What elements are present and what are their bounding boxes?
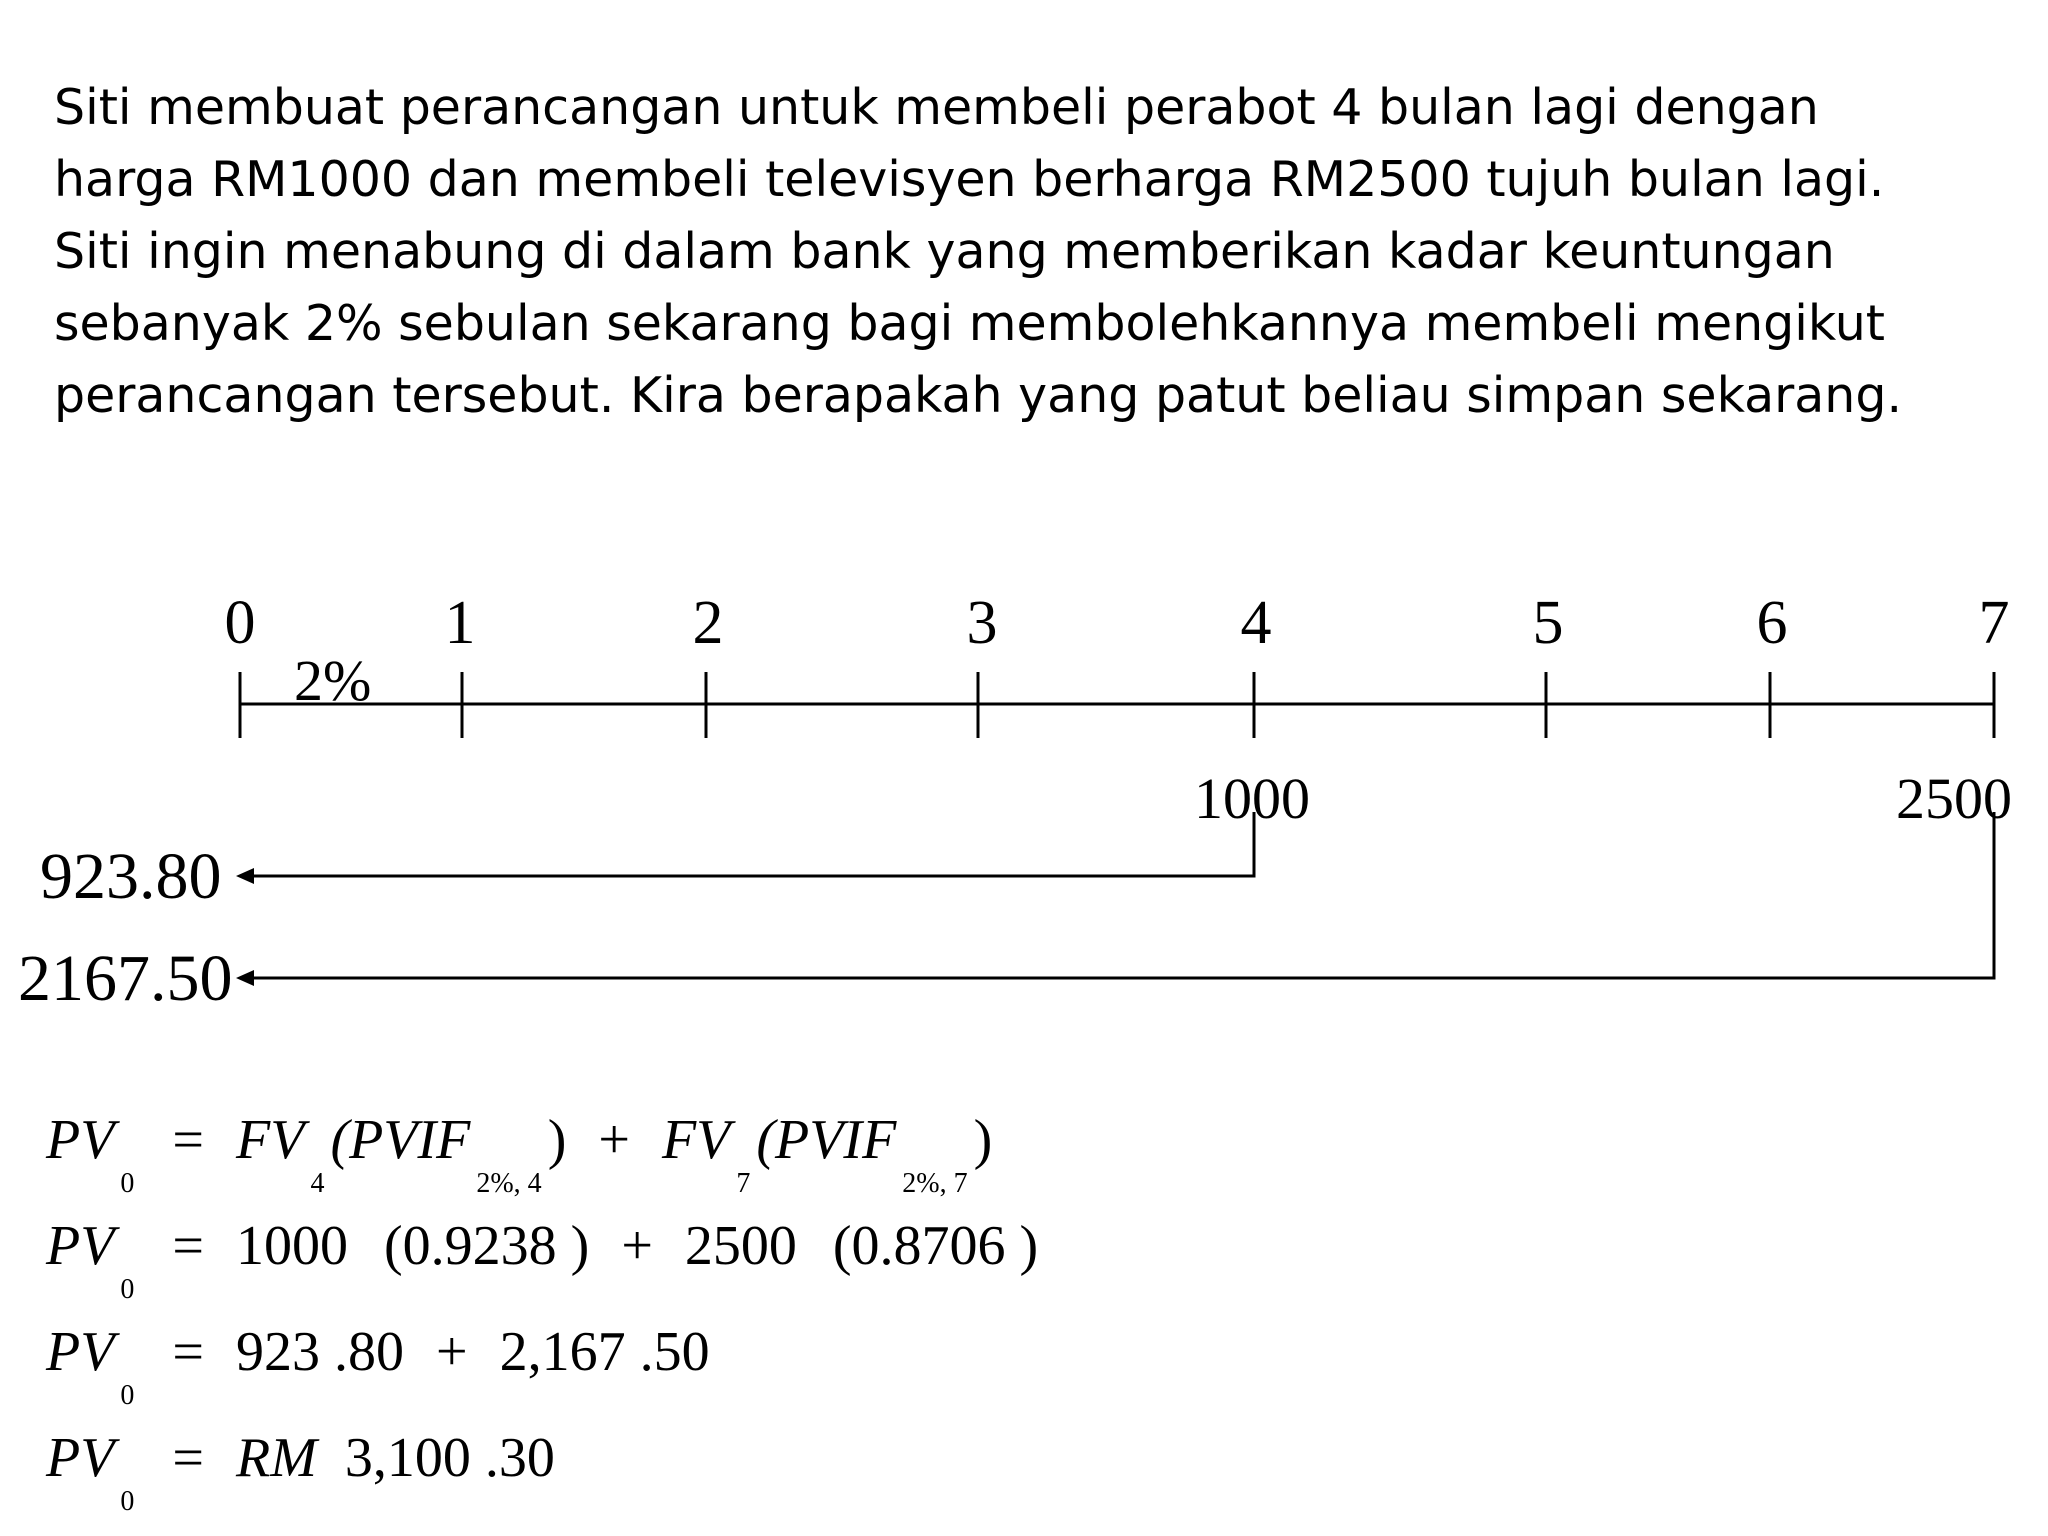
period-label-5: 5 xyxy=(1532,589,1564,657)
close-paren: ) xyxy=(973,1109,993,1171)
pvif-subscript: 2%, 4 xyxy=(476,1168,542,1199)
fv-subscript: 4 xyxy=(310,1168,325,1199)
discount-arrow-1000 xyxy=(252,812,1254,876)
pvif-term: (PVIF xyxy=(330,1109,471,1171)
equals-sign: = xyxy=(172,1109,205,1171)
fv-symbol: FV xyxy=(236,1109,305,1171)
pv-subscript: 0 xyxy=(120,1274,135,1305)
problem-line-3: Siti ingin menabung di dalam bank yang memberikan kadar keuntungan xyxy=(54,223,1835,280)
fv-subscript: 7 xyxy=(736,1168,751,1199)
pv-symbol: PV xyxy=(46,1215,115,1277)
plus-sign: + xyxy=(436,1321,468,1383)
equals-sign: = xyxy=(172,1215,205,1277)
discount-arrow-2500 xyxy=(252,812,1994,978)
pv-subscript: 0 xyxy=(120,1168,135,1199)
present-value-term-1: 923 .80 xyxy=(236,1321,405,1383)
pvif-subscript: 2%, 7 xyxy=(902,1168,968,1199)
pv-symbol: PV xyxy=(46,1321,115,1383)
cashflow-amount-period-7: 2500 xyxy=(1896,766,2012,831)
period-label-4: 4 xyxy=(1240,589,1272,657)
pv-symbol: PV xyxy=(46,1427,115,1489)
present-value-term-2: 2,167 .50 xyxy=(499,1321,710,1383)
equation-line-2 xyxy=(46,1215,1039,1305)
pv-symbol: PV xyxy=(46,1109,115,1171)
arrowhead-1000 xyxy=(236,868,254,884)
discount-factor-1: (0.9238 ) xyxy=(384,1215,590,1277)
equation-line-3 xyxy=(46,1321,710,1411)
interest-rate-label: 2% xyxy=(294,648,372,713)
pv-subscript: 0 xyxy=(120,1486,135,1517)
future-value-2500: 2500 xyxy=(684,1215,797,1277)
period-label-7: 7 xyxy=(1978,589,2010,657)
cashflow-amount-period-4: 1000 xyxy=(1194,766,1310,831)
currency-symbol: RM xyxy=(236,1427,317,1489)
problem-line-4: sebanyak 2% sebulan sekarang bagi membolehkannya membeli mengikut xyxy=(54,295,1886,352)
equals-sign: = xyxy=(172,1427,205,1489)
problem-line-1: Siti membuat perancangan untuk membeli perabot 4 bulan lagi dengan xyxy=(54,79,1819,136)
present-value-1000: 923.80 xyxy=(40,840,222,913)
problem-line-5: perancangan tersebut. Kira berapakah yang patut beliau simpan sekarang. xyxy=(54,367,1903,424)
total-present-value: 3,100 .30 xyxy=(344,1427,555,1489)
present-value-2500: 2167.50 xyxy=(18,942,233,1015)
period-label-6: 6 xyxy=(1756,589,1788,657)
fv-symbol: FV xyxy=(661,1109,731,1171)
period-label-2: 2 xyxy=(692,589,724,657)
plus-sign: + xyxy=(598,1109,630,1171)
close-paren: ) xyxy=(547,1109,567,1171)
future-value-1000: 1000 xyxy=(236,1215,349,1277)
discount-factor-2: (0.8706 ) xyxy=(832,1215,1039,1277)
arrowhead-2500 xyxy=(236,970,254,986)
problem-line-2: harga RM1000 dan membeli televisyen berharga RM2500 tujuh bulan lagi. xyxy=(54,151,1885,208)
equals-sign: = xyxy=(172,1321,205,1383)
equation-line-1 xyxy=(46,1109,993,1199)
period-label-1: 1 xyxy=(444,589,476,657)
plus-sign: + xyxy=(621,1215,653,1277)
period-label-3: 3 xyxy=(966,589,998,657)
equation-line-4 xyxy=(46,1427,555,1517)
pvif-term: (PVIF xyxy=(756,1109,897,1171)
period-label-0: 0 xyxy=(224,589,256,657)
pv-subscript: 0 xyxy=(120,1380,135,1411)
